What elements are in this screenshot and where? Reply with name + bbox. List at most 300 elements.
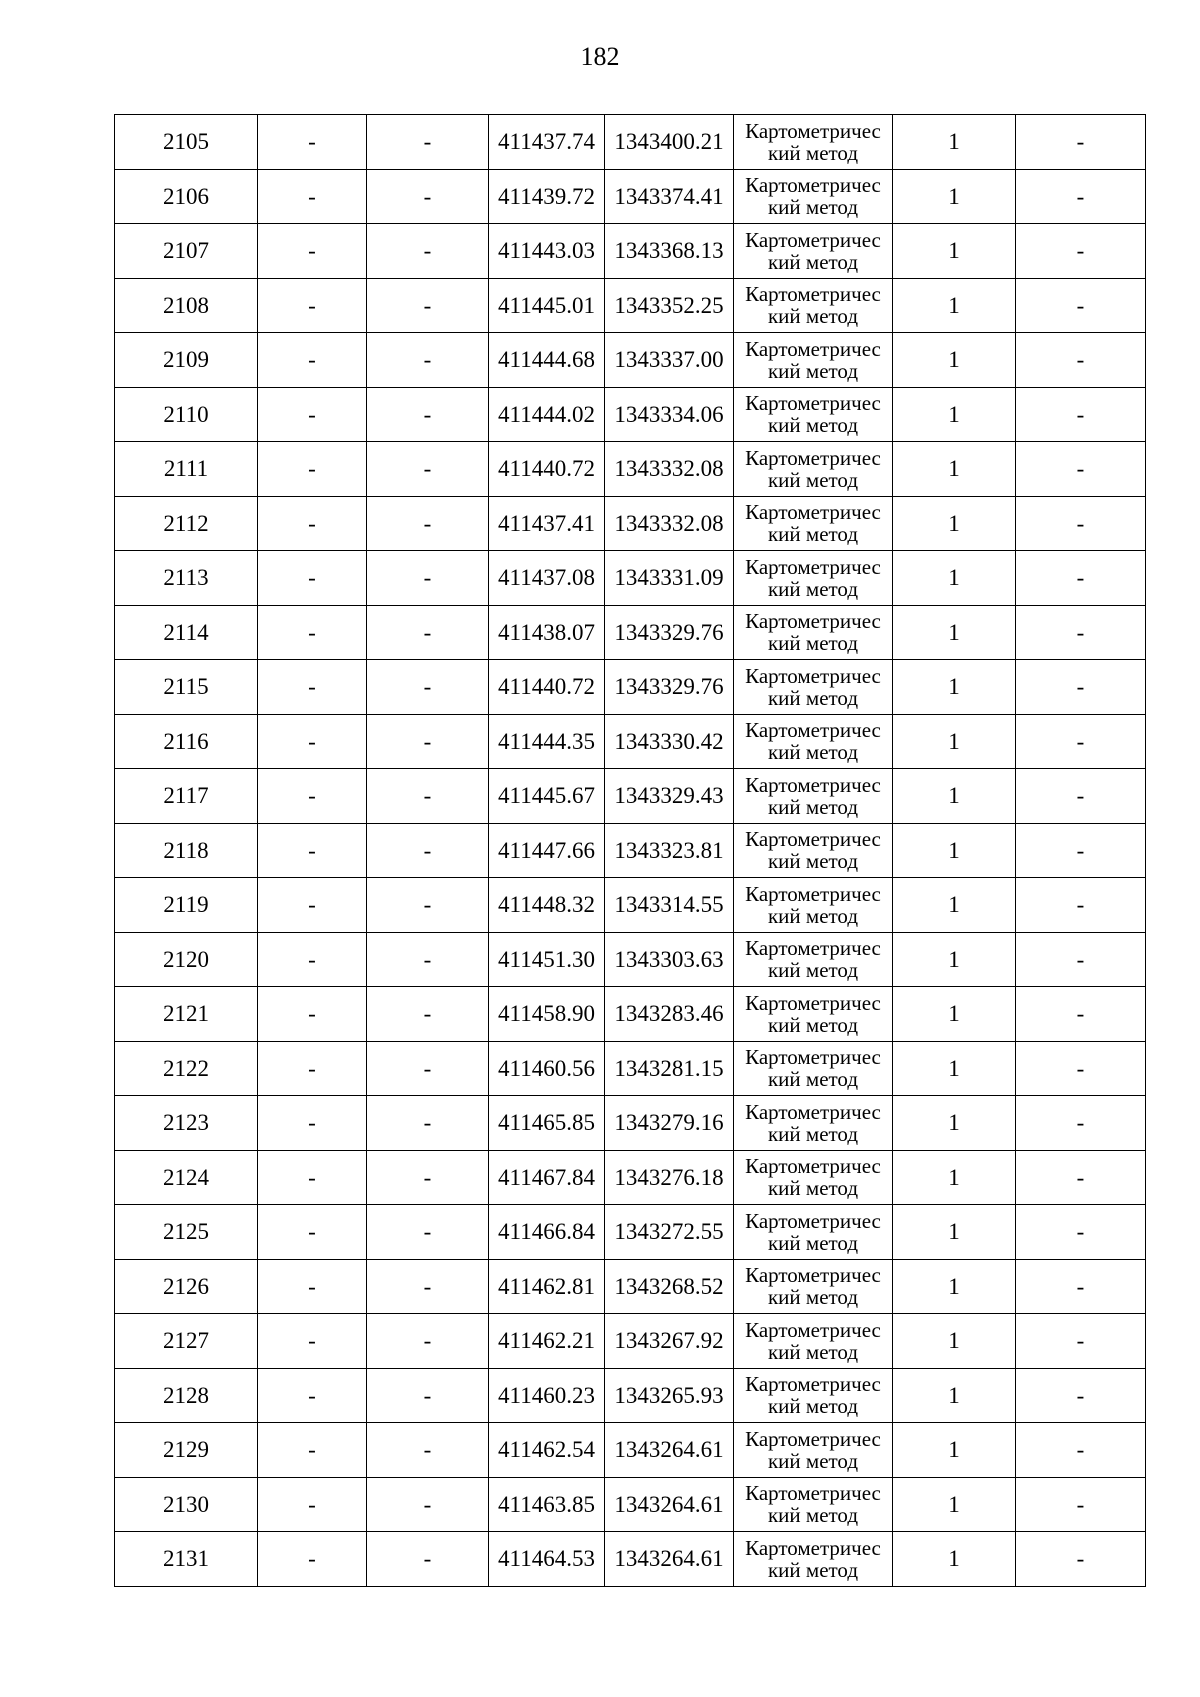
accuracy-cell: 1 (893, 115, 1016, 170)
method-text-line: кий метод (767, 685, 859, 710)
method-text-line: кий метод (767, 740, 859, 765)
method-cell (734, 1423, 893, 1478)
point-number-cell: 2106 (115, 169, 258, 224)
method-text-line: кий метод (767, 1121, 859, 1146)
empty-value-cell: - (1016, 878, 1146, 933)
method-cell (734, 496, 893, 551)
method-text-line: кий метод (767, 576, 859, 601)
table-row (115, 1259, 1146, 1314)
table-row (115, 605, 1146, 660)
method-text-line: кий метод (767, 249, 859, 274)
accuracy-cell: 1 (893, 387, 1016, 442)
y-coordinate-cell: 1343303.63 (605, 932, 734, 987)
page-number: 182 (580, 42, 620, 71)
empty-value-cell: - (1016, 1041, 1146, 1096)
empty-value-cell: - (367, 333, 489, 388)
accuracy-cell: 1 (893, 660, 1016, 715)
method-cell (734, 769, 893, 824)
x-coordinate-cell: 411444.35 (489, 714, 605, 769)
table-row (115, 823, 1146, 878)
empty-value-cell: - (258, 333, 367, 388)
x-coordinate-cell: 411445.01 (489, 278, 605, 333)
method-text-line: кий метод (767, 358, 859, 383)
empty-value-cell: - (258, 496, 367, 551)
empty-value-cell: - (258, 442, 367, 497)
y-coordinate-cell: 1343329.43 (605, 769, 734, 824)
y-coordinate-cell: 1343272.55 (605, 1205, 734, 1260)
x-coordinate-cell: 411437.41 (489, 496, 605, 551)
empty-value-cell: - (367, 932, 489, 987)
accuracy-cell: 1 (893, 496, 1016, 551)
empty-value-cell: - (367, 1205, 489, 1260)
y-coordinate-cell: 1343264.61 (605, 1532, 734, 1587)
table-row (115, 660, 1146, 715)
empty-value-cell: - (1016, 1532, 1146, 1587)
empty-value-cell: - (1016, 442, 1146, 497)
method-text-line: кий метод (767, 1339, 859, 1364)
table-row (115, 115, 1146, 170)
empty-value-cell: - (367, 1368, 489, 1423)
y-coordinate-cell: 1343265.93 (605, 1368, 734, 1423)
y-coordinate-cell: 1343352.25 (605, 278, 734, 333)
accuracy-cell: 1 (893, 442, 1016, 497)
x-coordinate-cell: 411448.32 (489, 878, 605, 933)
empty-value-cell: - (258, 932, 367, 987)
method-text-line: кий метод (767, 1067, 859, 1092)
method-text-line: Картометричес (745, 554, 881, 579)
point-number-cell: 2116 (115, 714, 258, 769)
method-cell (734, 1532, 893, 1587)
y-coordinate-cell: 1343264.61 (605, 1477, 734, 1532)
table-row (115, 224, 1146, 279)
point-number-cell: 2127 (115, 1314, 258, 1369)
method-text-line: кий метод (767, 631, 859, 656)
accuracy-cell: 1 (893, 1150, 1016, 1205)
empty-value-cell: - (367, 496, 489, 551)
method-text-line: Картометричес (745, 1317, 881, 1342)
method-cell (734, 387, 893, 442)
method-cell (734, 1096, 893, 1151)
empty-value-cell: - (258, 605, 367, 660)
accuracy-cell: 1 (893, 1205, 1016, 1260)
empty-value-cell: - (1016, 1477, 1146, 1532)
method-cell (734, 714, 893, 769)
empty-value-cell: - (1016, 932, 1146, 987)
method-cell (734, 224, 893, 279)
table-row (115, 442, 1146, 497)
method-text-line: кий метод (767, 1230, 859, 1255)
x-coordinate-cell: 411437.08 (489, 551, 605, 606)
point-number-cell: 2121 (115, 987, 258, 1042)
empty-value-cell: - (1016, 1205, 1146, 1260)
method-text-line: кий метод (767, 1448, 859, 1473)
empty-value-cell: - (258, 1150, 367, 1205)
x-coordinate-cell: 411460.23 (489, 1368, 605, 1423)
method-text-line: кий метод (767, 304, 859, 329)
empty-value-cell: - (367, 169, 489, 224)
method-text-line: Картометричес (745, 663, 881, 688)
method-text-line: Картометричес (745, 718, 881, 743)
x-coordinate-cell: 411462.54 (489, 1423, 605, 1478)
empty-value-cell: - (1016, 224, 1146, 279)
empty-value-cell: - (258, 714, 367, 769)
table-row (115, 1423, 1146, 1478)
method-cell (734, 1477, 893, 1532)
method-cell (734, 660, 893, 715)
empty-value-cell: - (258, 169, 367, 224)
y-coordinate-cell: 1343283.46 (605, 987, 734, 1042)
y-coordinate-cell: 1343323.81 (605, 823, 734, 878)
y-coordinate-cell: 1343374.41 (605, 169, 734, 224)
empty-value-cell: - (258, 115, 367, 170)
empty-value-cell: - (1016, 115, 1146, 170)
method-text-line: кий метод (767, 522, 859, 547)
empty-value-cell: - (258, 224, 367, 279)
x-coordinate-cell: 411440.72 (489, 660, 605, 715)
method-text-line: Картометричес (745, 282, 881, 307)
empty-value-cell: - (367, 1150, 489, 1205)
y-coordinate-cell: 1343337.00 (605, 333, 734, 388)
point-number-cell: 2128 (115, 1368, 258, 1423)
empty-value-cell: - (258, 1314, 367, 1369)
empty-value-cell: - (1016, 769, 1146, 824)
empty-value-cell: - (258, 987, 367, 1042)
x-coordinate-cell: 411443.03 (489, 224, 605, 279)
empty-value-cell: - (367, 878, 489, 933)
empty-value-cell: - (367, 1423, 489, 1478)
accuracy-cell: 1 (893, 1423, 1016, 1478)
method-text-line: Картометричес (745, 1208, 881, 1233)
table-row (115, 387, 1146, 442)
method-text-line: кий метод (767, 1176, 859, 1201)
y-coordinate-cell: 1343268.52 (605, 1259, 734, 1314)
accuracy-cell: 1 (893, 551, 1016, 606)
y-coordinate-cell: 1343314.55 (605, 878, 734, 933)
empty-value-cell: - (258, 1096, 367, 1151)
method-text-line: Картометричес (745, 1263, 881, 1288)
x-coordinate-cell: 411466.84 (489, 1205, 605, 1260)
method-text-line: Картометричес (745, 500, 881, 525)
x-coordinate-cell: 411465.85 (489, 1096, 605, 1151)
method-cell (734, 1259, 893, 1314)
table-row (115, 1150, 1146, 1205)
empty-value-cell: - (1016, 1368, 1146, 1423)
empty-value-cell: - (367, 769, 489, 824)
empty-value-cell: - (258, 769, 367, 824)
x-coordinate-cell: 411467.84 (489, 1150, 605, 1205)
table-row (115, 769, 1146, 824)
point-number-cell: 2113 (115, 551, 258, 606)
point-number-cell: 2119 (115, 878, 258, 933)
method-cell (734, 278, 893, 333)
y-coordinate-cell: 1343331.09 (605, 551, 734, 606)
empty-value-cell: - (367, 1477, 489, 1532)
method-text-line: Картометричес (745, 336, 881, 361)
accuracy-cell: 1 (893, 1096, 1016, 1151)
empty-value-cell: - (367, 278, 489, 333)
method-text-line: Картометричес (745, 1426, 881, 1451)
table-row (115, 1096, 1146, 1151)
point-number-cell: 2120 (115, 932, 258, 987)
point-number-cell: 2130 (115, 1477, 258, 1532)
y-coordinate-cell: 1343400.21 (605, 115, 734, 170)
empty-value-cell: - (258, 1041, 367, 1096)
method-text-line: Картометричес (745, 1099, 881, 1124)
empty-value-cell: - (1016, 1150, 1146, 1205)
table-row (115, 1041, 1146, 1096)
method-cell (734, 1205, 893, 1260)
empty-value-cell: - (367, 115, 489, 170)
method-text-line: кий метод (767, 1012, 859, 1037)
method-text-line: кий метод (767, 1394, 859, 1419)
empty-value-cell: - (1016, 1423, 1146, 1478)
method-text-line: кий метод (767, 903, 859, 928)
accuracy-cell: 1 (893, 1314, 1016, 1369)
empty-value-cell: - (1016, 660, 1146, 715)
table-row (115, 333, 1146, 388)
empty-value-cell: - (1016, 1096, 1146, 1151)
method-text-line: кий метод (767, 849, 859, 874)
method-text-line: кий метод (767, 195, 859, 220)
x-coordinate-cell: 411460.56 (489, 1041, 605, 1096)
y-coordinate-cell: 1343276.18 (605, 1150, 734, 1205)
point-number-cell: 2105 (115, 115, 258, 170)
point-number-cell: 2129 (115, 1423, 258, 1478)
empty-value-cell: - (367, 1532, 489, 1587)
coordinates-table (114, 114, 1146, 1587)
empty-value-cell: - (1016, 333, 1146, 388)
empty-value-cell: - (1016, 714, 1146, 769)
point-number-cell: 2122 (115, 1041, 258, 1096)
point-number-cell: 2131 (115, 1532, 258, 1587)
y-coordinate-cell: 1343330.42 (605, 714, 734, 769)
point-number-cell: 2111 (115, 442, 258, 497)
x-coordinate-cell: 411444.02 (489, 387, 605, 442)
empty-value-cell: - (258, 1259, 367, 1314)
table-row (115, 1477, 1146, 1532)
method-text-line: Картометричес (745, 1481, 881, 1506)
method-cell (734, 823, 893, 878)
y-coordinate-cell: 1343329.76 (605, 660, 734, 715)
empty-value-cell: - (367, 224, 489, 279)
x-coordinate-cell: 411451.30 (489, 932, 605, 987)
table-body (115, 115, 1146, 1587)
empty-value-cell: - (1016, 987, 1146, 1042)
accuracy-cell: 1 (893, 1368, 1016, 1423)
method-cell (734, 442, 893, 497)
point-number-cell: 2112 (115, 496, 258, 551)
empty-value-cell: - (258, 1423, 367, 1478)
method-text-line: Картометричес (745, 173, 881, 198)
point-number-cell: 2124 (115, 1150, 258, 1205)
method-cell (734, 878, 893, 933)
x-coordinate-cell: 411458.90 (489, 987, 605, 1042)
accuracy-cell: 1 (893, 823, 1016, 878)
point-number-cell: 2115 (115, 660, 258, 715)
method-cell (734, 1314, 893, 1369)
x-coordinate-cell: 411440.72 (489, 442, 605, 497)
x-coordinate-cell: 411437.74 (489, 115, 605, 170)
empty-value-cell: - (367, 605, 489, 660)
empty-value-cell: - (367, 1041, 489, 1096)
empty-value-cell: - (1016, 1314, 1146, 1369)
method-text-line: кий метод (767, 1503, 859, 1528)
table-row (115, 551, 1146, 606)
empty-value-cell: - (367, 1259, 489, 1314)
empty-value-cell: - (258, 387, 367, 442)
y-coordinate-cell: 1343368.13 (605, 224, 734, 279)
table-row (115, 1368, 1146, 1423)
method-text-line: Картометричес (745, 827, 881, 852)
y-coordinate-cell: 1343332.08 (605, 496, 734, 551)
empty-value-cell: - (1016, 169, 1146, 224)
empty-value-cell: - (258, 551, 367, 606)
method-text-line: кий метод (767, 794, 859, 819)
empty-value-cell: - (1016, 551, 1146, 606)
method-cell (734, 932, 893, 987)
empty-value-cell: - (367, 387, 489, 442)
accuracy-cell: 1 (893, 278, 1016, 333)
method-text-line: кий метод (767, 413, 859, 438)
empty-value-cell: - (258, 1368, 367, 1423)
table-row (115, 714, 1146, 769)
y-coordinate-cell: 1343332.08 (605, 442, 734, 497)
empty-value-cell: - (258, 1205, 367, 1260)
table-row (115, 278, 1146, 333)
method-text-line: Картометричес (745, 1154, 881, 1179)
table-row (115, 878, 1146, 933)
y-coordinate-cell: 1343267.92 (605, 1314, 734, 1369)
empty-value-cell: - (367, 660, 489, 715)
method-text-line: Картометричес (745, 391, 881, 416)
method-cell (734, 1368, 893, 1423)
accuracy-cell: 1 (893, 987, 1016, 1042)
accuracy-cell: 1 (893, 1477, 1016, 1532)
y-coordinate-cell: 1343264.61 (605, 1423, 734, 1478)
method-cell (734, 169, 893, 224)
method-cell (734, 333, 893, 388)
accuracy-cell: 1 (893, 169, 1016, 224)
empty-value-cell: - (258, 660, 367, 715)
point-number-cell: 2109 (115, 333, 258, 388)
x-coordinate-cell: 411464.53 (489, 1532, 605, 1587)
method-cell (734, 551, 893, 606)
point-number-cell: 2107 (115, 224, 258, 279)
x-coordinate-cell: 411444.68 (489, 333, 605, 388)
empty-value-cell: - (367, 987, 489, 1042)
y-coordinate-cell: 1343334.06 (605, 387, 734, 442)
method-text-line: Картометричес (745, 1372, 881, 1397)
x-coordinate-cell: 411447.66 (489, 823, 605, 878)
method-text-line: кий метод (767, 140, 859, 165)
method-text-line: Картометричес (745, 990, 881, 1015)
empty-value-cell: - (367, 442, 489, 497)
x-coordinate-cell: 411445.67 (489, 769, 605, 824)
accuracy-cell: 1 (893, 1041, 1016, 1096)
method-text-line: Картометричес (745, 1045, 881, 1070)
accuracy-cell: 1 (893, 224, 1016, 279)
accuracy-cell: 1 (893, 878, 1016, 933)
empty-value-cell: - (258, 878, 367, 933)
accuracy-cell: 1 (893, 333, 1016, 388)
table-row (115, 1205, 1146, 1260)
method-text-line: Картометричес (745, 445, 881, 470)
empty-value-cell: - (258, 1532, 367, 1587)
table-row (115, 1314, 1146, 1369)
method-text-line: кий метод (767, 1285, 859, 1310)
table-row (115, 932, 1146, 987)
empty-value-cell: - (1016, 605, 1146, 660)
table-row (115, 169, 1146, 224)
point-number-cell: 2118 (115, 823, 258, 878)
table-row (115, 987, 1146, 1042)
empty-value-cell: - (258, 823, 367, 878)
empty-value-cell: - (258, 278, 367, 333)
empty-value-cell: - (1016, 1259, 1146, 1314)
empty-value-cell: - (367, 1096, 489, 1151)
method-text-line: Картометричес (745, 227, 881, 252)
x-coordinate-cell: 411438.07 (489, 605, 605, 660)
point-number-cell: 2114 (115, 605, 258, 660)
x-coordinate-cell: 411439.72 (489, 169, 605, 224)
method-text-line: кий метод (767, 467, 859, 492)
point-number-cell: 2108 (115, 278, 258, 333)
empty-value-cell: - (367, 1314, 489, 1369)
method-text-line: Картометричес (745, 1535, 881, 1560)
accuracy-cell: 1 (893, 769, 1016, 824)
point-number-cell: 2126 (115, 1259, 258, 1314)
point-number-cell: 2110 (115, 387, 258, 442)
method-cell (734, 1150, 893, 1205)
empty-value-cell: - (1016, 496, 1146, 551)
method-cell (734, 605, 893, 660)
y-coordinate-cell: 1343329.76 (605, 605, 734, 660)
empty-value-cell: - (258, 1477, 367, 1532)
method-cell (734, 1041, 893, 1096)
accuracy-cell: 1 (893, 932, 1016, 987)
x-coordinate-cell: 411462.81 (489, 1259, 605, 1314)
y-coordinate-cell: 1343281.15 (605, 1041, 734, 1096)
point-number-cell: 2125 (115, 1205, 258, 1260)
empty-value-cell: - (1016, 387, 1146, 442)
accuracy-cell: 1 (893, 1259, 1016, 1314)
method-cell (734, 987, 893, 1042)
y-coordinate-cell: 1343279.16 (605, 1096, 734, 1151)
method-text-line: Картометричес (745, 881, 881, 906)
empty-value-cell: - (367, 823, 489, 878)
method-text-line: Картометричес (745, 609, 881, 634)
method-text-line: Картометричес (745, 936, 881, 961)
point-number-cell: 2117 (115, 769, 258, 824)
x-coordinate-cell: 411462.21 (489, 1314, 605, 1369)
point-number-cell: 2123 (115, 1096, 258, 1151)
method-cell (734, 115, 893, 170)
table-row (115, 1532, 1146, 1587)
empty-value-cell: - (367, 714, 489, 769)
method-text-line: Картометричес (745, 118, 881, 143)
accuracy-cell: 1 (893, 1532, 1016, 1587)
empty-value-cell: - (367, 551, 489, 606)
accuracy-cell: 1 (893, 714, 1016, 769)
method-text-line: Картометричес (745, 772, 881, 797)
empty-value-cell: - (1016, 823, 1146, 878)
method-text-line: кий метод (767, 958, 859, 983)
table-row (115, 496, 1146, 551)
accuracy-cell: 1 (893, 605, 1016, 660)
x-coordinate-cell: 411463.85 (489, 1477, 605, 1532)
empty-value-cell: - (1016, 278, 1146, 333)
method-text-line: кий метод (767, 1557, 859, 1582)
